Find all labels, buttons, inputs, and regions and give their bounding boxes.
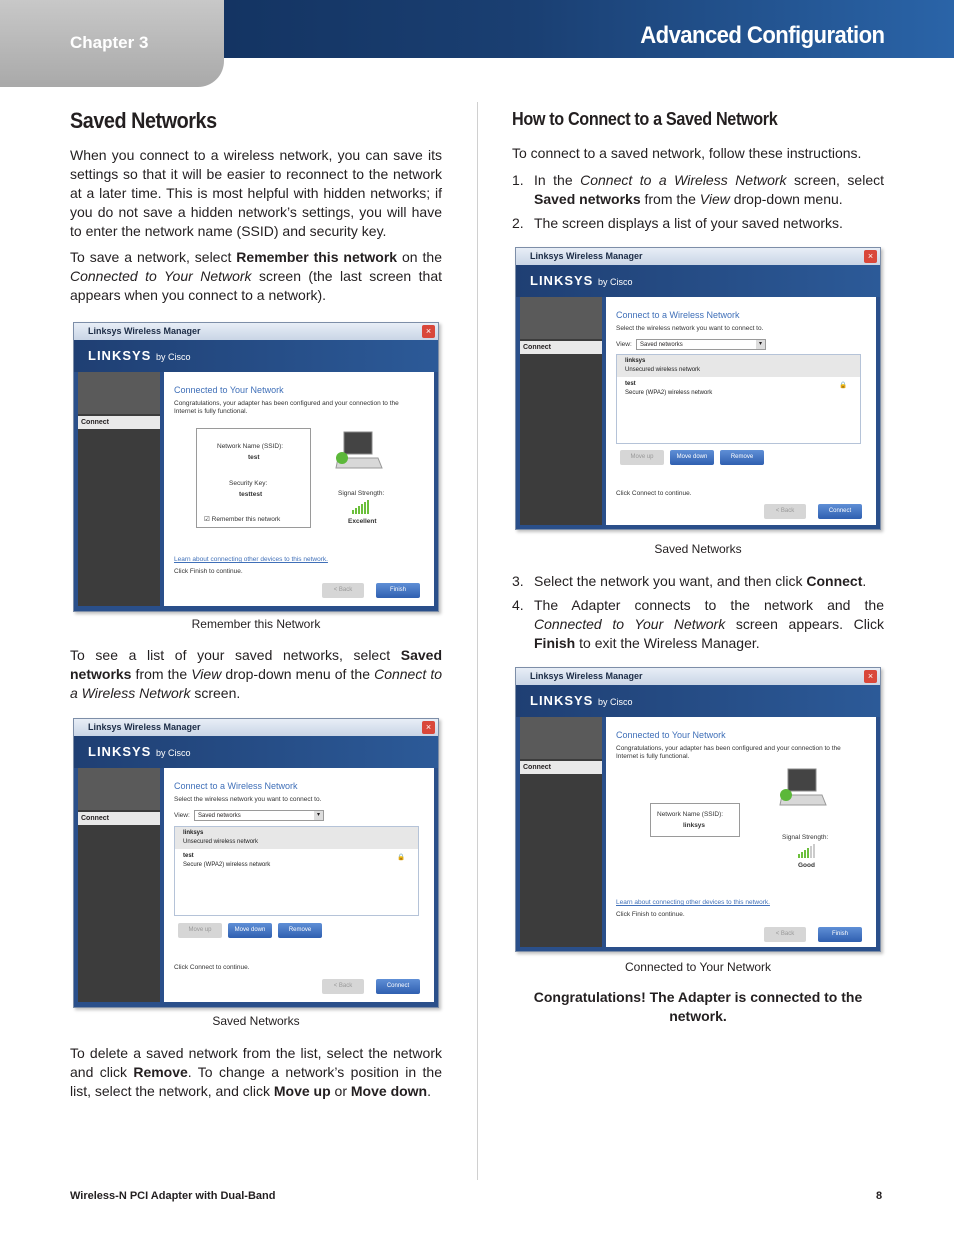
paragraph-instructions: To connect to a saved network, follow these instructions. xyxy=(512,145,862,161)
sidebar-connect: Connect xyxy=(78,416,160,429)
caption-remember: Remember this Network xyxy=(191,617,321,631)
section-heading: Saved Networks xyxy=(70,108,217,133)
screenshot-connected-network: Linksys Wireless Manager × LINKSYS by Cisco Connect Connected to Your Network Congratulations, your adapter has been configured and your connection to the Internet is fully functional. Network Name (SSID): linksys Signal Strength: Good Learn about connecting other devices to this network. Click Finish to continue. < Back Finish xyxy=(515,667,881,952)
view-dropdown: Saved networks ▾ xyxy=(636,339,766,350)
window-desc: Congratulations, your adapter has been configured and your connection to the Internet is fully functional. xyxy=(174,400,399,415)
laptop-icon xyxy=(778,767,828,811)
step-4: 4. The Adapter connects to the network and the Connected to Your Network screen appears. Click Finish to exit the Wireless Manager. xyxy=(512,597,884,651)
saved-networks-list: linksys Unsecured wireless network test Secure (WPA2) wireless network 🔒 xyxy=(174,826,419,916)
signal-bars-icon xyxy=(798,844,815,858)
footer-product: Wireless-N PCI Adapter with Dual-Band xyxy=(70,1190,276,1202)
paragraph-save: To save a network, select Remember this network on the Connected to Your Network screen (the last screen that appears when you connect to a network). xyxy=(70,249,442,303)
remember-checkbox: ☑ Remember this network xyxy=(204,516,281,523)
subsection-heading: How to Connect to a Saved Network xyxy=(512,109,778,129)
step-3: 3. Select the network you want, and then click Connect. xyxy=(512,573,867,589)
network-info-box: Network Name (SSID): linksys xyxy=(650,803,740,837)
paragraph-intro: When you connect to a wireless network, you can save its settings so that it will be easier to reconnect to the network at a later time. This is most helpful with hidden networks; if you do not save a hidden network’s settings, you will have to enter the network name (SSID) and security key. xyxy=(70,147,442,239)
caption-saved-right: Saved Networks xyxy=(654,542,742,556)
signal-bars-icon xyxy=(352,500,369,514)
linksys-logo: LINKSYS by Cisco xyxy=(88,348,191,363)
window-main: Connected to Your Network Congratulations, your adapter has been configured and your connection to the Internet is fully functional. Network Name (SSID): test Security Key: testtest ☑ Remember this network Signal Strength: Excellent Learn about connecting other devices to this network. Click Finish to continue. < Back Finish xyxy=(164,372,434,606)
linksys-logo: LINKSYS by Cisco xyxy=(88,744,191,759)
congratulations-text: Congratulations! The Adapter is connected to the network. xyxy=(533,989,863,1024)
close-icon: × xyxy=(864,250,877,263)
paragraph-remove: To delete a saved network from the list, select the network and click Remove. To change a network’s position in the list, select the network, and click Move up or Move down. xyxy=(70,1045,443,1099)
close-icon: × xyxy=(864,670,877,683)
chapter-title: Advanced Configuration xyxy=(639,22,884,49)
linksys-logo: LINKSYS by Cisco xyxy=(530,693,633,708)
window-title: Linksys Wireless Manager xyxy=(74,323,438,340)
window-heading: Connected to Your Network xyxy=(174,385,284,395)
network-info-box: Network Name (SSID): test Security Key: testtest ☑ Remember this network xyxy=(196,428,311,528)
screenshot-saved-networks-left: Linksys Wireless Manager × LINKSYS by Cisco Connect Connect to a Wireless Network Select the wireless network you want to connect to. View: Saved networks ▾ linksys Unsecured wireless network test Secure (WPA2) wireless network 🔒 Move up Move down Remove Click Connect to continue. < Back Connect xyxy=(73,718,439,1008)
caption-saved-left: Saved Networks xyxy=(212,1014,300,1028)
chapter-label: Chapter 3 xyxy=(70,33,149,52)
view-dropdown: Saved networks ▾ xyxy=(194,810,324,821)
page-number: 8 xyxy=(876,1190,883,1202)
laptop-icon xyxy=(334,430,384,474)
linksys-logo: LINKSYS by Cisco xyxy=(530,273,633,288)
screenshot-saved-networks-right: Linksys Wireless Manager × LINKSYS by Cisco Connect Connect to a Wireless Network Select the wireless network you want to connect to. View: Saved networks ▾ linksys Unsecured wireless network test Secure (WPA2) wireless network 🔒 Move up Move down Remove Click Connect to continue. < Back Connect xyxy=(515,247,881,530)
lock-icon: 🔒 xyxy=(839,382,848,389)
close-icon: × xyxy=(422,721,435,734)
step-2: 2. The screen displays a list of your saved networks. xyxy=(512,215,843,231)
paragraph-view-saved: To see a list of your saved networks, select Saved networks from the View drop-down menu of the Connect to a Wireless Network screen. xyxy=(70,647,442,701)
column-divider xyxy=(477,102,478,1180)
window-sidebar xyxy=(78,372,160,606)
close-icon: × xyxy=(422,325,435,338)
step-1: 1. In the Connect to a Wireless Network screen, select Saved networks from the View drop-down menu. xyxy=(512,172,884,207)
lock-icon: 🔒 xyxy=(397,854,406,861)
screenshot-remember-network xyxy=(73,322,439,612)
caption-connected: Connected to Your Network xyxy=(624,960,772,974)
